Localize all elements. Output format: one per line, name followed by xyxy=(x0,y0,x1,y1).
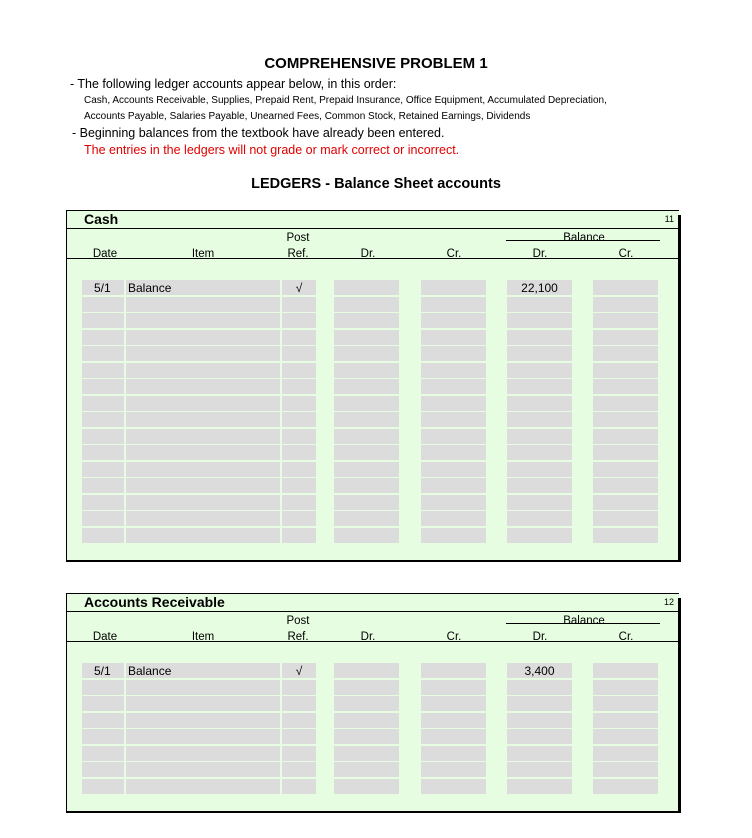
ledger-header xyxy=(66,593,678,612)
cell-cr[interactable] xyxy=(421,713,486,728)
cell-cr[interactable] xyxy=(421,363,486,378)
ledger-shadow xyxy=(678,598,681,813)
cell-dr[interactable] xyxy=(334,729,399,744)
cell-cr[interactable] xyxy=(421,280,486,295)
cell-item[interactable] xyxy=(126,396,280,411)
cell-item[interactable] xyxy=(126,762,280,777)
balance-underline xyxy=(506,623,660,624)
cell-date[interactable] xyxy=(82,330,124,345)
cell-date[interactable] xyxy=(82,363,124,378)
col-dr: Dr. xyxy=(360,248,376,260)
cell-balance-cr[interactable] xyxy=(593,396,658,411)
cell-dr[interactable] xyxy=(334,696,399,711)
cell-item[interactable] xyxy=(126,412,280,427)
cell-date[interactable] xyxy=(82,445,124,460)
cell-dr[interactable] xyxy=(334,511,399,526)
cell-date[interactable] xyxy=(82,379,124,394)
cell-dr[interactable] xyxy=(334,379,399,394)
cell-ref[interactable] xyxy=(282,396,316,411)
cell-balance-dr[interactable] xyxy=(507,346,572,361)
cell-cr[interactable] xyxy=(421,330,486,345)
cell-dr[interactable] xyxy=(334,445,399,460)
cell-balance-dr[interactable] xyxy=(507,478,572,493)
cell-dr[interactable] xyxy=(334,462,399,477)
ledger-cash xyxy=(66,210,680,562)
cell-ref[interactable] xyxy=(282,680,316,695)
cell-dr[interactable] xyxy=(334,280,399,295)
cell-date[interactable] xyxy=(82,396,124,411)
cell-ref[interactable] xyxy=(282,412,316,427)
cell-item[interactable] xyxy=(126,462,280,477)
col-item: Item xyxy=(191,631,215,643)
cell-item[interactable] xyxy=(126,363,280,378)
cell-ref[interactable] xyxy=(282,462,316,477)
cell-dr[interactable] xyxy=(334,346,399,361)
cell-balance-cr[interactable] xyxy=(593,680,658,695)
cell-balance-dr[interactable] xyxy=(507,396,572,411)
cell-balance-dr[interactable] xyxy=(507,445,572,460)
cell-balance-cr[interactable] xyxy=(593,330,658,345)
cell-item[interactable] xyxy=(126,528,280,543)
cell-date[interactable] xyxy=(82,511,124,526)
cell-balance-dr[interactable] xyxy=(507,412,572,427)
cell-dr[interactable] xyxy=(334,478,399,493)
cell-balance-cr[interactable] xyxy=(593,663,658,678)
cell-balance-dr[interactable] xyxy=(507,313,572,328)
cell-item[interactable] xyxy=(126,729,280,744)
cell-dr[interactable] xyxy=(334,746,399,761)
cell-dr[interactable] xyxy=(334,713,399,728)
col-balance-dr: Dr. xyxy=(532,248,548,260)
col-balance: Balance xyxy=(563,615,605,627)
entry-date: 5/1 xyxy=(94,281,111,295)
entry-ref: √ xyxy=(295,281,303,295)
cell-ref[interactable] xyxy=(282,429,316,444)
cell-date[interactable] xyxy=(82,713,124,728)
cell-cr[interactable] xyxy=(421,346,486,361)
cell-date[interactable] xyxy=(82,346,124,361)
cell-cr[interactable] xyxy=(421,528,486,543)
cell-cr[interactable] xyxy=(421,495,486,510)
cell-cr[interactable] xyxy=(421,462,486,477)
cell-balance-dr[interactable] xyxy=(507,462,572,477)
cell-dr[interactable] xyxy=(334,779,399,794)
cell-date[interactable] xyxy=(82,729,124,744)
cell-date[interactable] xyxy=(82,696,124,711)
col-ref: Ref. xyxy=(287,248,309,260)
cell-cr[interactable] xyxy=(421,396,486,411)
col-date: Date xyxy=(92,631,118,643)
cell-balance-dr[interactable] xyxy=(507,297,572,312)
cell-dr[interactable] xyxy=(334,495,399,510)
cell-balance-cr[interactable] xyxy=(593,779,658,794)
cell-balance-cr[interactable] xyxy=(593,478,658,493)
cell-cr[interactable] xyxy=(421,696,486,711)
cell-balance-dr[interactable] xyxy=(507,680,572,695)
entry-balance-dr: 22,100 xyxy=(521,281,558,295)
col-item: Item xyxy=(191,248,215,260)
cell-balance-dr[interactable] xyxy=(507,713,572,728)
cell-item[interactable] xyxy=(126,779,280,794)
cell-balance-cr[interactable] xyxy=(593,713,658,728)
cell-balance-dr[interactable] xyxy=(507,429,572,444)
cell-item[interactable] xyxy=(126,495,280,510)
cell-balance-cr[interactable] xyxy=(593,696,658,711)
cell-balance-cr[interactable] xyxy=(593,762,658,777)
cell-dr[interactable] xyxy=(334,297,399,312)
cell-dr[interactable] xyxy=(334,663,399,678)
cell-item[interactable] xyxy=(126,330,280,345)
cell-balance-dr[interactable] xyxy=(507,779,572,794)
cell-item[interactable] xyxy=(126,313,280,328)
cell-date[interactable] xyxy=(82,762,124,777)
cell-ref[interactable] xyxy=(282,528,316,543)
col-balance-cr: Cr. xyxy=(618,631,634,643)
cell-ref[interactable] xyxy=(282,379,316,394)
cell-date[interactable] xyxy=(82,313,124,328)
cell-item[interactable] xyxy=(126,696,280,711)
cell-ref[interactable] xyxy=(282,762,316,777)
section-subtitle: LEDGERS - Balance Sheet accounts xyxy=(251,176,501,192)
entry-item: Balance xyxy=(128,664,172,678)
cell-item[interactable] xyxy=(126,297,280,312)
balance-underline xyxy=(506,240,660,241)
col-dr: Dr. xyxy=(360,631,376,643)
cell-item[interactable] xyxy=(126,511,280,526)
cell-balance-dr[interactable] xyxy=(507,330,572,345)
col-cr: Cr. xyxy=(446,631,462,643)
cell-balance-dr[interactable] xyxy=(507,363,572,378)
col-post: Post xyxy=(286,232,310,244)
cell-dr[interactable] xyxy=(334,363,399,378)
account-number: 11 xyxy=(664,214,674,224)
cell-dr[interactable] xyxy=(334,528,399,543)
cell-ref[interactable] xyxy=(282,746,316,761)
cell-ref[interactable] xyxy=(282,696,316,711)
cell-ref[interactable] xyxy=(282,713,316,728)
cell-ref[interactable] xyxy=(282,313,316,328)
cell-balance-cr[interactable] xyxy=(593,511,658,526)
cell-date[interactable] xyxy=(82,746,124,761)
col-balance-cr: Cr. xyxy=(618,248,634,260)
cell-item[interactable] xyxy=(126,746,280,761)
cell-balance-cr[interactable] xyxy=(593,363,658,378)
col-balance: Balance xyxy=(563,232,605,244)
header-rule xyxy=(66,258,678,259)
cell-dr[interactable] xyxy=(334,412,399,427)
cell-cr[interactable] xyxy=(421,762,486,777)
cell-item[interactable] xyxy=(126,379,280,394)
cell-dr[interactable] xyxy=(334,313,399,328)
cell-date[interactable] xyxy=(82,297,124,312)
cell-ref[interactable] xyxy=(282,363,316,378)
cell-balance-cr[interactable] xyxy=(593,313,658,328)
cell-dr[interactable] xyxy=(334,396,399,411)
page-title: COMPREHENSIVE PROBLEM 1 xyxy=(264,55,488,72)
ledger-header xyxy=(66,210,678,229)
cell-balance-cr[interactable] xyxy=(593,280,658,295)
cell-ref[interactable] xyxy=(282,297,316,312)
cell-dr[interactable] xyxy=(334,330,399,345)
cell-cr[interactable] xyxy=(421,412,486,427)
cell-item[interactable] xyxy=(126,478,280,493)
cell-dr[interactable] xyxy=(334,762,399,777)
cell-ref[interactable] xyxy=(282,445,316,460)
cell-balance-cr[interactable] xyxy=(593,429,658,444)
cell-item[interactable] xyxy=(126,429,280,444)
cell-date[interactable] xyxy=(82,429,124,444)
cell-balance-cr[interactable] xyxy=(593,445,658,460)
col-date: Date xyxy=(92,248,118,260)
cell-ref[interactable] xyxy=(282,495,316,510)
cell-cr[interactable] xyxy=(421,663,486,678)
cell-balance-dr[interactable] xyxy=(507,746,572,761)
cell-cr[interactable] xyxy=(421,297,486,312)
cell-cr[interactable] xyxy=(421,313,486,328)
cell-cr[interactable] xyxy=(421,511,486,526)
cell-dr[interactable] xyxy=(334,429,399,444)
col-post: Post xyxy=(286,615,310,627)
cell-balance-cr[interactable] xyxy=(593,297,658,312)
cell-ref[interactable] xyxy=(282,779,316,794)
cell-date[interactable] xyxy=(82,528,124,543)
cell-cr[interactable] xyxy=(421,478,486,493)
instruction-line: - The following ledger accounts appear below, in this order: xyxy=(70,77,397,91)
entry-date: 5/1 xyxy=(94,664,111,678)
cell-item[interactable] xyxy=(126,445,280,460)
cell-balance-dr[interactable] xyxy=(507,762,572,777)
cell-cr[interactable] xyxy=(421,729,486,744)
cell-cr[interactable] xyxy=(421,429,486,444)
header-rule xyxy=(66,641,678,642)
account-name: Accounts Receivable xyxy=(84,594,225,610)
account-name: Cash xyxy=(84,211,119,227)
grading-warning: The entries in the ledgers will not grade or mark correct or incorrect. xyxy=(84,143,460,157)
ledger-shadow xyxy=(678,215,681,562)
cell-balance-cr[interactable] xyxy=(593,729,658,744)
cell-balance-cr[interactable] xyxy=(593,379,658,394)
cell-ref[interactable] xyxy=(282,729,316,744)
cell-cr[interactable] xyxy=(421,779,486,794)
cell-item[interactable] xyxy=(126,680,280,695)
entry-balance-dr: 3,400 xyxy=(524,664,555,678)
account-list-line-2: Accounts Payable, Salaries Payable, Unearned Fees, Common Stock, Retained Earnings, Dividends xyxy=(84,111,531,122)
cell-balance-cr[interactable] xyxy=(593,746,658,761)
cell-date[interactable] xyxy=(82,779,124,794)
cell-date[interactable] xyxy=(82,680,124,695)
cell-ref[interactable] xyxy=(282,511,316,526)
cell-dr[interactable] xyxy=(334,680,399,695)
cell-ref[interactable] xyxy=(282,478,316,493)
cell-item[interactable] xyxy=(126,346,280,361)
cell-balance-cr[interactable] xyxy=(593,495,658,510)
instruction-line-balances: - Beginning balances from the textbook have already been entered. xyxy=(72,126,445,140)
cell-balance-cr[interactable] xyxy=(593,346,658,361)
entry-ref: √ xyxy=(295,664,303,678)
cell-ref[interactable] xyxy=(282,346,316,361)
cell-date[interactable] xyxy=(82,412,124,427)
col-cr: Cr. xyxy=(446,248,462,260)
cell-item[interactable] xyxy=(126,713,280,728)
cell-balance-dr[interactable] xyxy=(507,528,572,543)
cell-balance-cr[interactable] xyxy=(593,528,658,543)
cell-ref[interactable] xyxy=(282,330,316,345)
account-number: 12 xyxy=(663,597,674,607)
entry-item: Balance xyxy=(128,281,172,295)
cell-balance-cr[interactable] xyxy=(593,462,658,477)
col-ref: Ref. xyxy=(287,631,309,643)
cell-balance-dr[interactable] xyxy=(507,729,572,744)
cell-date[interactable] xyxy=(82,462,124,477)
cell-balance-dr[interactable] xyxy=(507,495,572,510)
cell-cr[interactable] xyxy=(421,746,486,761)
cell-balance-cr[interactable] xyxy=(593,412,658,427)
ledger-accounts-receivable xyxy=(66,593,680,813)
account-list-line-1: Cash, Accounts Receivable, Supplies, Prepaid Rent, Prepaid Insurance, Office Equipment, Accumulated Depreciation, xyxy=(84,95,607,106)
cell-balance-dr[interactable] xyxy=(507,511,572,526)
col-balance-dr: Dr. xyxy=(532,631,548,643)
cell-date[interactable] xyxy=(82,478,124,493)
cell-balance-dr[interactable] xyxy=(507,379,572,394)
cell-date[interactable] xyxy=(82,495,124,510)
cell-balance-dr[interactable] xyxy=(507,696,572,711)
cell-cr[interactable] xyxy=(421,445,486,460)
cell-cr[interactable] xyxy=(421,680,486,695)
cell-cr[interactable] xyxy=(421,379,486,394)
